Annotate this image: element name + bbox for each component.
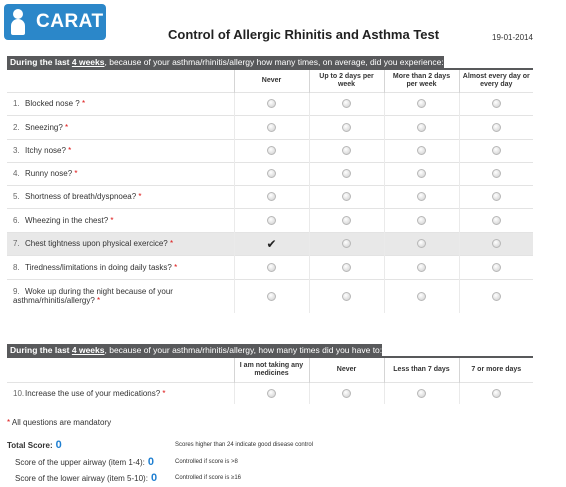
upper-airway-score bbox=[15, 456, 154, 468]
answer-radio[interactable] bbox=[342, 123, 351, 132]
answer-cell bbox=[309, 255, 384, 279]
answer-radio[interactable] bbox=[417, 123, 426, 132]
answer-cell bbox=[384, 232, 459, 255]
answer-radio[interactable] bbox=[417, 169, 426, 178]
lower-airway-note: Controlled if score is ≥16 bbox=[175, 475, 241, 481]
answer-radio[interactable] bbox=[267, 146, 276, 155]
medication-table bbox=[7, 358, 533, 404]
answer-cell bbox=[309, 232, 384, 255]
question-text: Itchy nose? bbox=[25, 146, 66, 155]
total-score bbox=[7, 439, 62, 451]
question-number: 3. bbox=[13, 146, 20, 155]
column-header-7-or-more-days: 7 or more days bbox=[459, 358, 533, 382]
answer-cell bbox=[309, 162, 384, 185]
answer-radio[interactable] bbox=[417, 389, 426, 398]
answer-cell bbox=[384, 92, 459, 115]
answer-radio[interactable] bbox=[267, 389, 276, 398]
test-date: 19-01-2014 bbox=[492, 33, 533, 42]
carat-logo bbox=[4, 4, 106, 40]
answer-cell bbox=[234, 92, 309, 115]
answer-radio[interactable] bbox=[417, 239, 426, 248]
answer-cell bbox=[234, 185, 309, 208]
answer-cell bbox=[234, 115, 309, 139]
question-text: Woke up during the night because of your asthma/rhinitis/allergy? bbox=[13, 287, 173, 306]
question-row bbox=[7, 162, 533, 185]
section1-header: During the last 4 weeks, because of your asthma/rhinitis/allergy how many times, on average, did you experience: bbox=[7, 56, 444, 69]
question-row bbox=[7, 185, 533, 208]
answer-radio[interactable] bbox=[417, 263, 426, 272]
answer-radio[interactable] bbox=[342, 192, 351, 201]
question-text: Blocked nose ? bbox=[25, 99, 80, 108]
logo-text: CARAT bbox=[36, 11, 104, 32]
mandatory-note: * All questions are mandatory bbox=[7, 418, 112, 427]
answer-radio[interactable] bbox=[417, 292, 426, 301]
total-score-value: 0 bbox=[55, 439, 62, 451]
answer-radio[interactable] bbox=[342, 99, 351, 108]
answer-radio[interactable] bbox=[267, 263, 276, 272]
column-header-less-than-7-days: Less than 7 days bbox=[384, 358, 459, 382]
question-row bbox=[7, 232, 533, 255]
question-row bbox=[7, 208, 533, 232]
required-marker: * bbox=[169, 239, 174, 248]
question-text: Chest tightness upon physical exercice? bbox=[25, 239, 168, 248]
required-marker: * bbox=[174, 262, 178, 272]
question-number: 9. bbox=[13, 287, 20, 297]
question-column-header bbox=[7, 358, 234, 382]
question-row bbox=[7, 382, 533, 404]
section2-header: During the last 4 weeks, because of your asthma/rhinitis/allergy, how many times did you have to: bbox=[7, 344, 382, 357]
column-header-not-taking-medicines: I am not taking any medicines bbox=[234, 358, 309, 382]
required-marker: * bbox=[74, 169, 78, 178]
answer-radio[interactable] bbox=[492, 192, 501, 201]
question-text: Sneezing? bbox=[25, 122, 63, 132]
question-text: Increase the use of your medications? bbox=[25, 388, 161, 398]
answer-radio[interactable] bbox=[417, 99, 426, 108]
question-number: 6. bbox=[13, 215, 20, 225]
person-logo-icon bbox=[4, 4, 32, 40]
question-row bbox=[7, 279, 533, 313]
question-label bbox=[7, 162, 234, 185]
required-marker: * bbox=[97, 296, 101, 306]
checkmark-icon[interactable]: ✔ bbox=[266, 236, 277, 251]
answer-cell bbox=[234, 139, 309, 162]
answer-cell bbox=[234, 279, 309, 313]
answer-cell bbox=[384, 279, 459, 313]
answer-radio[interactable] bbox=[417, 216, 426, 225]
answer-radio[interactable] bbox=[342, 389, 351, 398]
question-label bbox=[7, 139, 234, 162]
question-text: Runny nose? bbox=[25, 169, 73, 178]
question-label bbox=[7, 232, 234, 255]
question-row bbox=[7, 255, 533, 279]
answer-radio[interactable] bbox=[492, 216, 501, 225]
question-number: 4. bbox=[13, 169, 20, 178]
column-header-more-than-2-days: More than 2 days per week bbox=[384, 70, 459, 92]
answer-radio[interactable] bbox=[267, 123, 276, 132]
answer-cell bbox=[234, 232, 309, 255]
answer-radio[interactable] bbox=[492, 263, 501, 272]
answer-cell bbox=[234, 162, 309, 185]
answer-radio[interactable] bbox=[267, 192, 276, 201]
answer-cell bbox=[384, 185, 459, 208]
answer-cell bbox=[459, 115, 533, 139]
question-number: 8. bbox=[13, 262, 20, 272]
answer-cell bbox=[309, 139, 384, 162]
answer-cell bbox=[459, 139, 533, 162]
question-number: 5. bbox=[13, 192, 20, 201]
answer-cell bbox=[234, 255, 309, 279]
required-marker: * bbox=[68, 146, 72, 155]
answer-radio[interactable] bbox=[342, 146, 351, 155]
answer-cell bbox=[384, 208, 459, 232]
answer-cell bbox=[309, 92, 384, 115]
question-text: Tiredness/limitations in doing daily tasks? bbox=[25, 262, 172, 272]
answer-cell bbox=[459, 382, 533, 404]
answer-radio[interactable] bbox=[342, 292, 351, 301]
question-number: 10. bbox=[13, 388, 25, 398]
answer-cell bbox=[384, 382, 459, 404]
answer-cell bbox=[459, 279, 533, 313]
answer-cell bbox=[459, 185, 533, 208]
answer-cell bbox=[309, 185, 384, 208]
answer-cell bbox=[459, 255, 533, 279]
answer-radio[interactable] bbox=[492, 239, 501, 248]
answer-cell bbox=[384, 255, 459, 279]
upper-airway-note: Controlled if score is >8 bbox=[175, 459, 238, 465]
answer-cell bbox=[459, 208, 533, 232]
answer-cell bbox=[234, 382, 309, 404]
symptoms-table bbox=[7, 70, 533, 313]
required-marker: * bbox=[110, 215, 114, 225]
question-text: Wheezing in the chest? bbox=[25, 215, 109, 225]
answer-radio[interactable] bbox=[492, 169, 501, 178]
question-column-header bbox=[7, 70, 234, 92]
answer-radio[interactable] bbox=[417, 192, 426, 201]
answer-radio[interactable] bbox=[492, 99, 501, 108]
lower-airway-score bbox=[15, 472, 157, 484]
answer-radio[interactable] bbox=[342, 239, 351, 248]
answer-cell bbox=[234, 208, 309, 232]
question-row bbox=[7, 92, 533, 115]
total-score-note: Scores higher than 24 indicate good disease control bbox=[175, 442, 314, 448]
answer-radio[interactable] bbox=[492, 292, 501, 301]
answer-radio[interactable] bbox=[267, 99, 276, 108]
question-number: 7. bbox=[13, 239, 20, 248]
answer-radio[interactable] bbox=[342, 216, 351, 225]
required-marker: * bbox=[162, 388, 166, 398]
question-number: 2. bbox=[13, 122, 20, 132]
required-marker: * bbox=[65, 122, 69, 132]
answer-cell bbox=[459, 232, 533, 255]
upper-airway-value: 0 bbox=[147, 456, 154, 468]
answer-radio[interactable] bbox=[492, 389, 501, 398]
total-score-label: Total Score: bbox=[7, 441, 53, 450]
answer-radio[interactable] bbox=[342, 169, 351, 178]
column-header-never: Never bbox=[309, 358, 384, 382]
answer-radio[interactable] bbox=[492, 146, 501, 155]
required-marker: * bbox=[81, 99, 86, 108]
upper-airway-label: Score of the upper airway (item 1-4): bbox=[15, 458, 145, 467]
answer-cell bbox=[309, 208, 384, 232]
column-header-up-to-2-days: Up to 2 days per week bbox=[309, 70, 384, 92]
answer-cell bbox=[459, 92, 533, 115]
answer-cell bbox=[384, 139, 459, 162]
answer-radio[interactable] bbox=[417, 146, 426, 155]
question-label bbox=[7, 185, 234, 208]
question-label bbox=[7, 208, 234, 232]
column-header-never: Never bbox=[234, 70, 309, 92]
column-header-almost-every-day: Almost every day or every day bbox=[459, 70, 533, 92]
required-marker: * bbox=[138, 192, 142, 201]
answer-cell bbox=[384, 115, 459, 139]
question-label bbox=[7, 382, 234, 404]
answer-cell bbox=[309, 382, 384, 404]
answer-radio[interactable] bbox=[342, 263, 351, 272]
answer-radio[interactable] bbox=[492, 123, 501, 132]
question-label bbox=[7, 279, 234, 313]
question-row bbox=[7, 139, 533, 162]
question-text: Shortness of breath/dyspnoea? bbox=[25, 192, 137, 201]
question-label bbox=[7, 92, 234, 115]
answer-radio[interactable] bbox=[267, 216, 276, 225]
lower-airway-value: 0 bbox=[150, 472, 158, 484]
question-row bbox=[7, 115, 533, 139]
question-number: 1. bbox=[13, 99, 20, 108]
question-label bbox=[7, 255, 234, 279]
answer-cell bbox=[459, 162, 533, 185]
answer-radio[interactable] bbox=[267, 292, 276, 301]
answer-radio[interactable] bbox=[267, 169, 276, 178]
lower-airway-label: Score of the lower airway (item 5-10): bbox=[15, 474, 148, 483]
answer-cell bbox=[384, 162, 459, 185]
page-title: Control of Allergic Rhinitis and Asthma Test bbox=[168, 27, 440, 42]
answer-cell bbox=[309, 279, 384, 313]
answer-cell bbox=[309, 115, 384, 139]
question-label bbox=[7, 115, 234, 139]
